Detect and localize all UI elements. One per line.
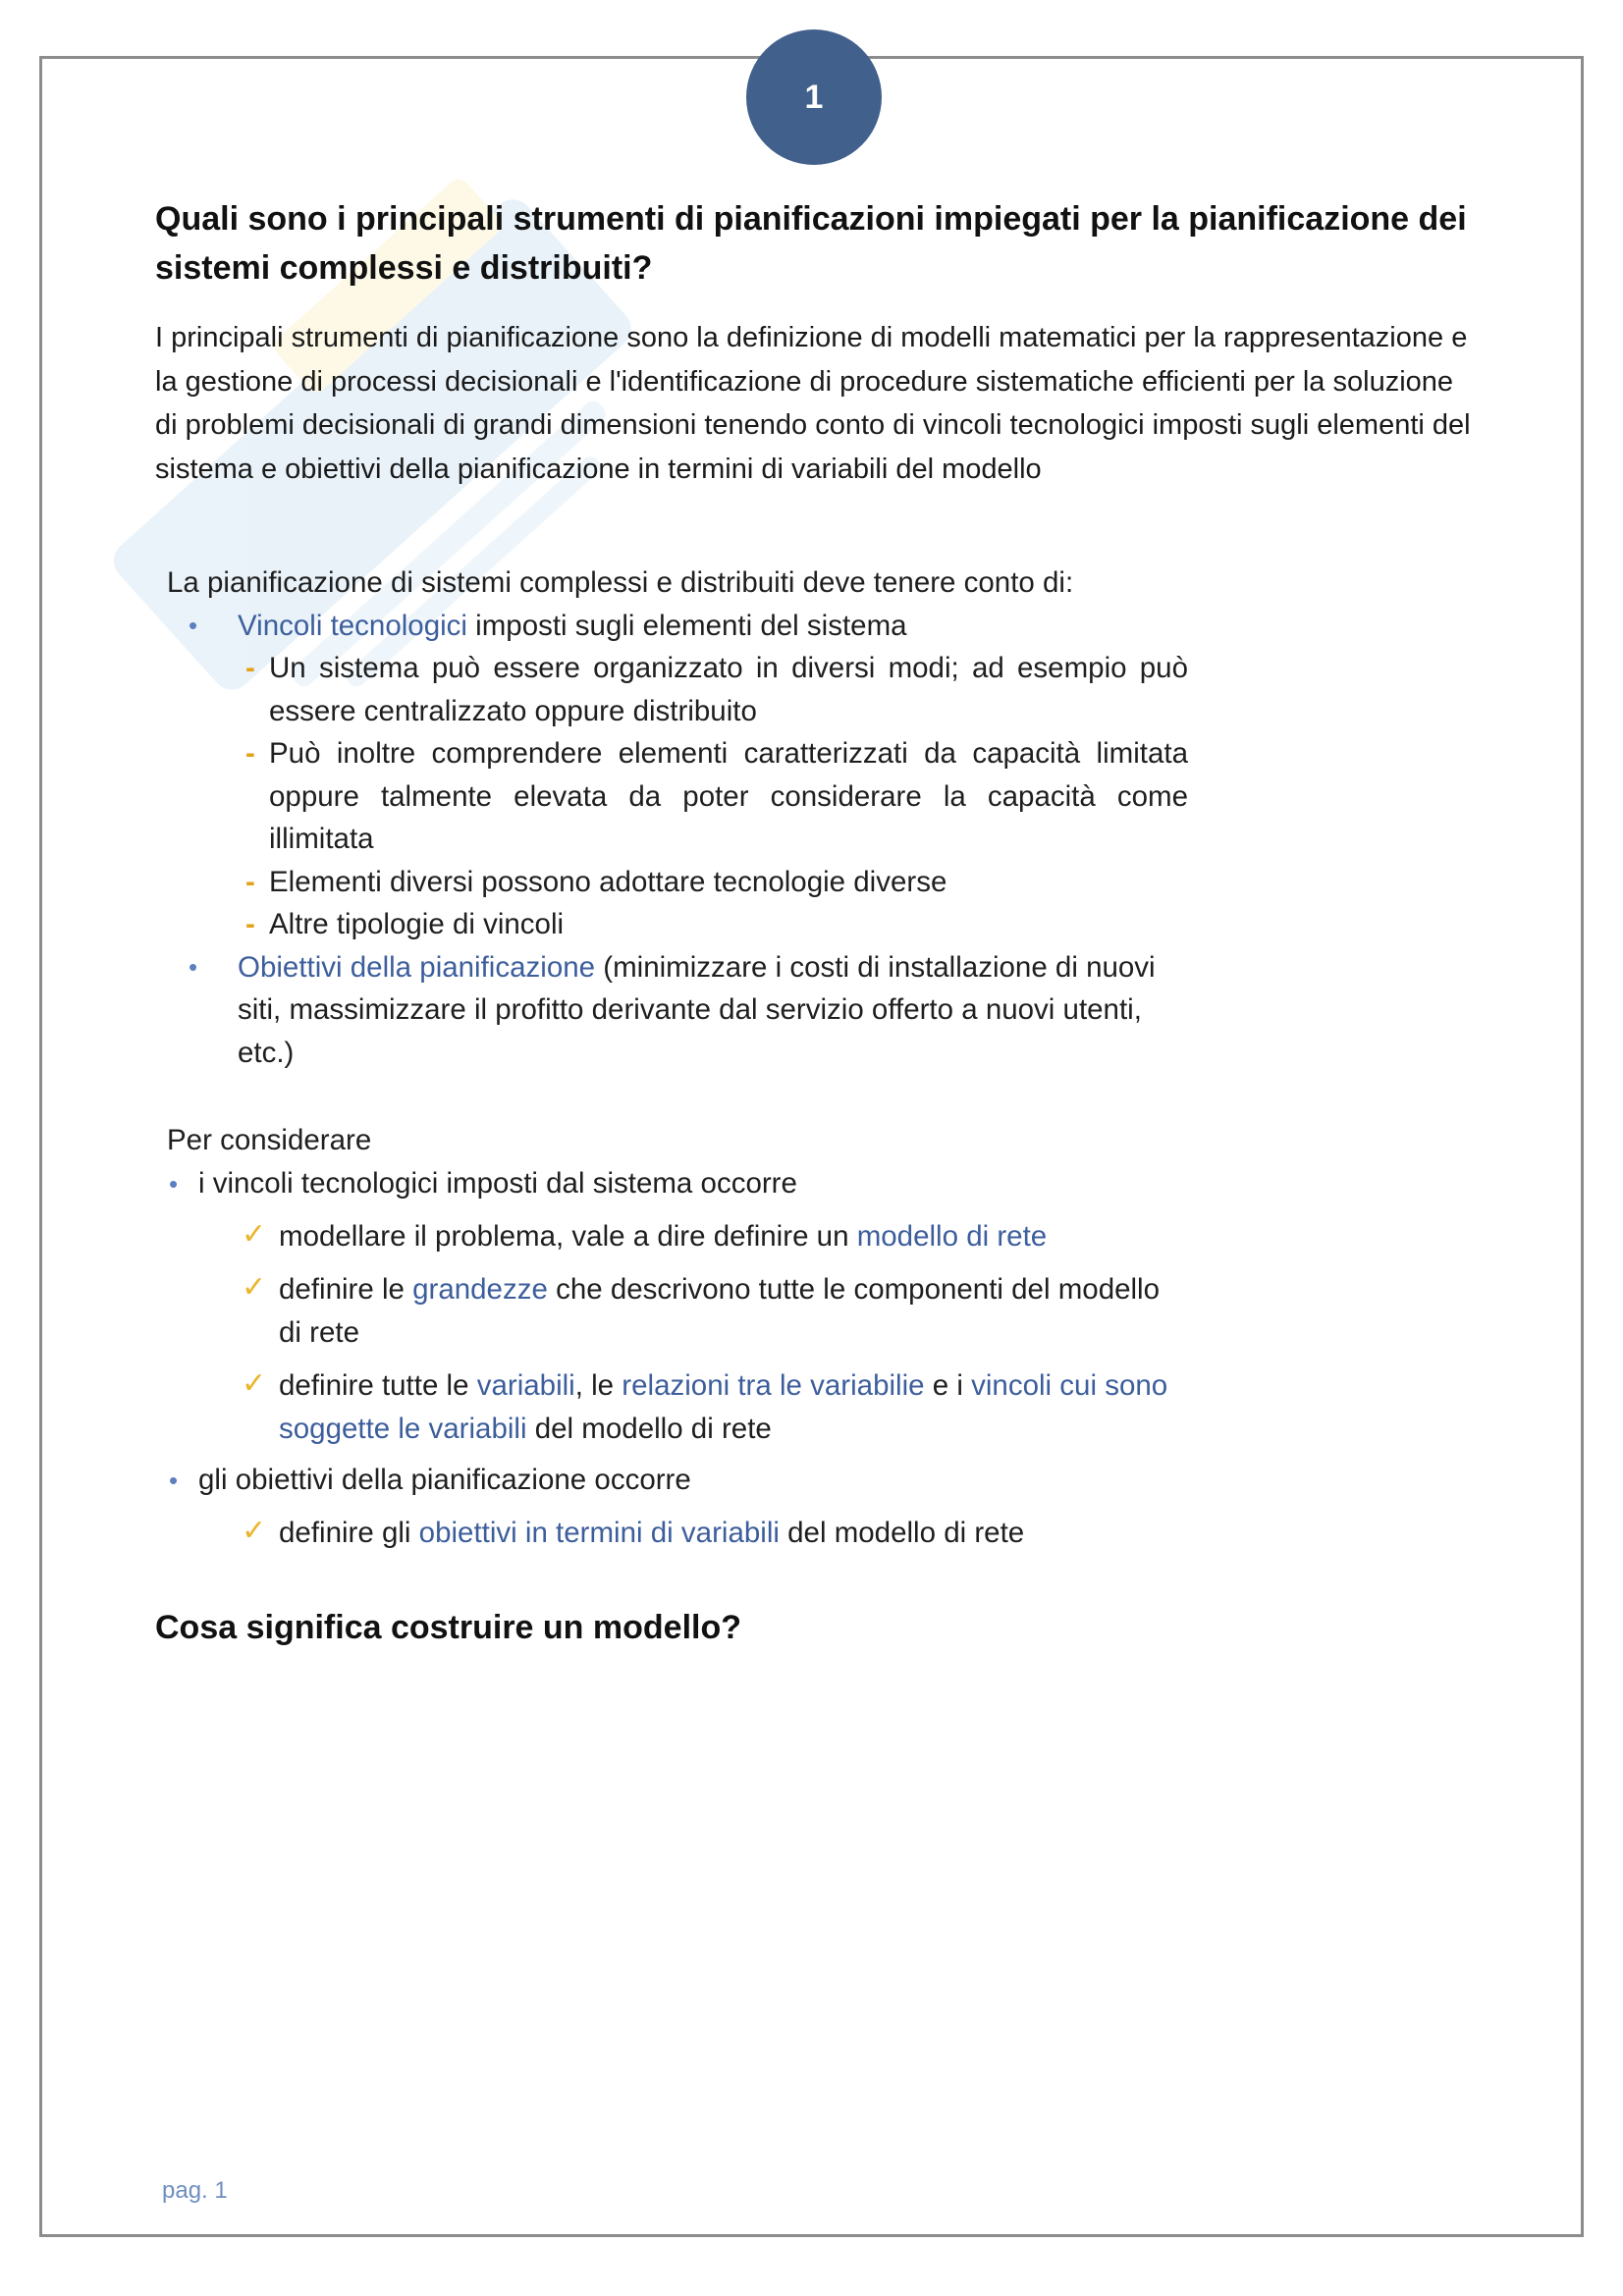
check2-highlight: grandezze [412,1273,548,1306]
slide2-bullet-objectives [167,1459,1325,1502]
checkmark-icon: ✓ [242,1367,267,1400]
slide2-bullet1-text: i vincoli tecnologici imposti dal sistema occorre [198,1167,797,1200]
slide1-intro: La pianificazione di sistemi complessi e distribuiti deve tenere conto di: [167,566,1074,599]
dash-icon: - [245,865,255,898]
slide2-check-item [167,1512,1325,1555]
slide2-intro: Per considerare [167,1124,372,1156]
slide1-sub-item [167,647,1188,732]
dash-icon: - [245,652,255,684]
slide-excerpt-considerations [167,1119,1325,1555]
check4-text-end: del modello di rete [779,1517,1025,1549]
check4-highlight: obiettivi in termini di variabili [418,1517,780,1549]
page-number-badge [746,29,882,165]
check3-highlight-1: variabili [476,1369,575,1402]
slide1-sub-item [167,861,1188,904]
page-number: 1 [804,78,824,116]
slide1-sub-item [167,732,1188,861]
check3-highlight-3: vincoli cui sono soggette le variabili [279,1369,1168,1445]
check3-text-3: e i [924,1369,972,1402]
slide2-check-item [167,1215,1325,1258]
slide2-bullet2-text: gli obiettivi della pianificazione occorre [198,1464,691,1496]
bullet-dot-icon: • [189,951,198,982]
dash-icon: - [245,908,255,940]
checkmark-icon: ✓ [242,1271,267,1304]
check3-highlight-2: relazioni tra le variabilie [622,1369,925,1402]
check4-text: definire gli [279,1517,419,1549]
slide1-bullet-constraints [167,605,1325,648]
bullet-dot-icon: • [169,1466,179,1495]
slide2-check-item [167,1268,1325,1355]
slide1-bullet-objectives [167,946,1325,1075]
slide1-sub2-text: Può inoltre comprendere elementi caratterizzati da capacità limitata oppure talmente elevata da poter considerare la capacità come illimitata [269,737,1188,855]
slide1-sub-item [167,903,1188,946]
question-heading-1: Quali sono i principali strumenti di pianificazioni impiegati per la pianificazione dei sistemi complessi e distribuiti? [155,200,1467,287]
slide1-sub3-text: Elementi diversi possono adottare tecnologie diverse [269,865,947,898]
slide2-check-item [167,1364,1325,1451]
slide1-bullet2-highlight: Obiettivi della pianificazione [238,950,596,984]
check2-text: definire le [279,1273,413,1306]
slide1-sub4-text: Altre tipologie di vincoli [269,908,565,940]
question-heading-2: Cosa significa costruire un modello? [155,1609,741,1646]
checkmark-icon: ✓ [242,1218,267,1251]
answer-paragraph-1: I principali strumenti di pianificazione sono la definizione di modelli matematici per la rappresentazione e la gestione di processi decisionali e l'identificazione di procedure sistematiche efficienti per la soluzione di problemi decisionali di grandi dimensioni tenendo conto di vincoli tecnologici imposti sugli elementi del sistema e obiettivi della pianificazione in termini di variabili del modello [155,322,1471,485]
check3-text-end: del modello di rete [526,1413,772,1445]
check2-text-end: che descrivono tutte le componenti del modello di rete [279,1273,1161,1349]
check3-text-2: , le [574,1369,622,1402]
slide1-bullet2-text: (minimizzare i costi di installazione di nuovi siti, massimizzare il profitto derivante dal servizio offerto a nuovi utenti, etc.) [238,950,1156,1069]
slide2-bullet-constraints [167,1162,1325,1205]
check3-text: definire tutte le [279,1369,477,1402]
slide1-sub1-text: Un sistema può essere organizzato in diversi modi; ad esempio può essere centralizzato oppure distribuito [269,652,1188,727]
check1-highlight: modello di rete [856,1220,1048,1253]
bullet-dot-icon: • [169,1169,179,1199]
slide1-bullet1-text: imposti sugli elementi del sistema [466,609,907,642]
bullet-dot-icon: • [189,610,198,640]
checkmark-icon: ✓ [242,1515,267,1547]
dash-icon: - [245,737,255,770]
check1-text: modellare il problema, vale a dire definire un [279,1220,857,1253]
page-footer: pag. 1 [162,2177,228,2204]
slide-excerpt-planning [167,561,1325,1074]
slide1-bullet1-highlight: Vincoli tecnologici [238,609,467,642]
